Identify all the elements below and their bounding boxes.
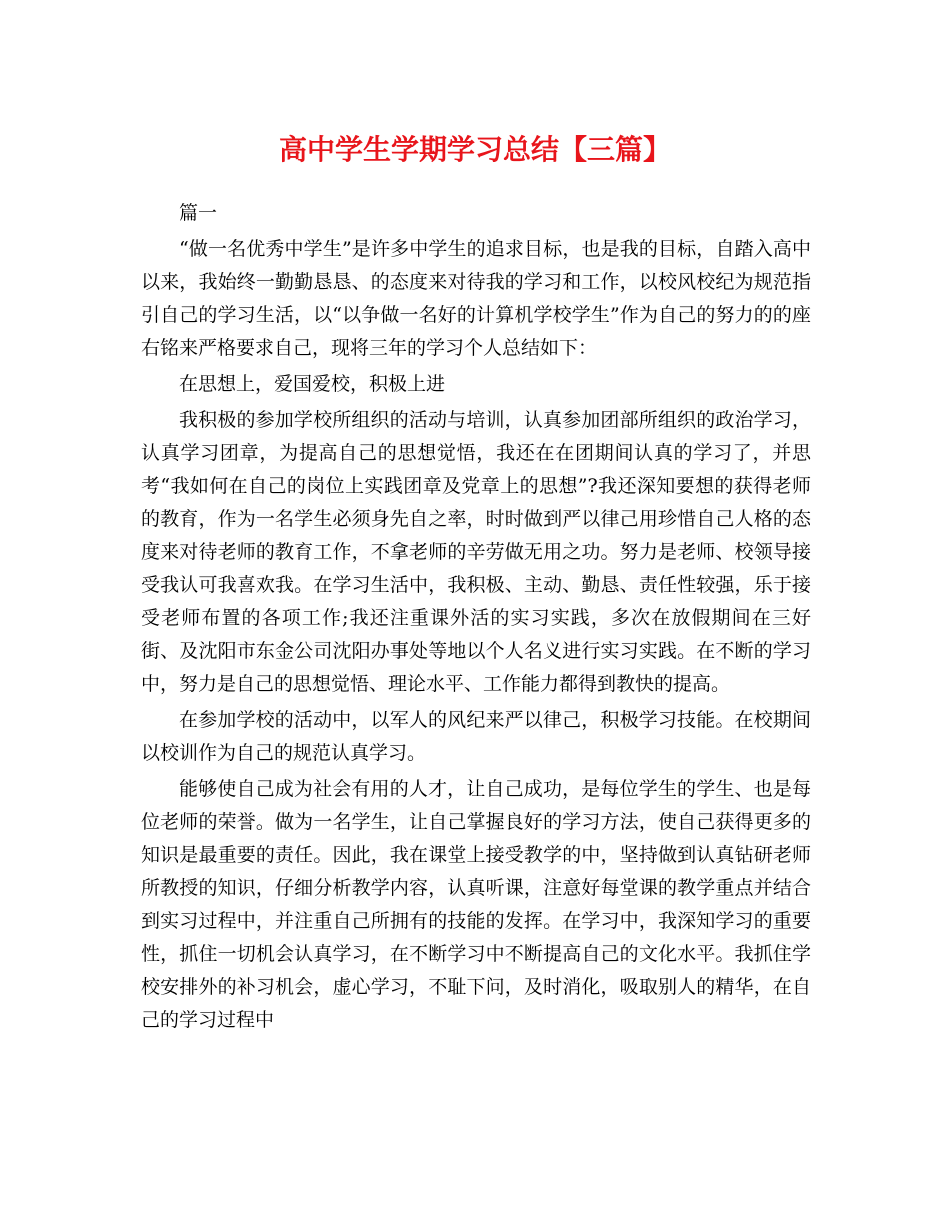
document-body <box>141 197 811 1040</box>
section-heading: 篇一 <box>179 202 218 224</box>
subheading: 在思想上，爱国爱校，积极上进 <box>179 373 446 395</box>
document-title: 高中学生学期学习总结【三篇】 <box>278 133 671 166</box>
paragraph: “做一名优秀中学生”是许多中学生的追求目标，也是我的目标，自踏入高中以来，我始终一勤勤恳恳、的态度来对待我的学习和工作，以校风校纪为规范指引自己的学习生活，以“以争做一名好的计算机学校学生”作为自己的努力的的座右铭来严格要求自己，现将三年的学习个人总结如下： <box>141 238 811 359</box>
paragraph: 在参加学校的活动中，以军人的风纪来严以律己，积极学习技能。在校期间以校训作为自己的规范认真学习。 <box>141 709 811 764</box>
paragraph: 能够使自己成为社会有用的人才，让自己成功，是每位学生的学生、也是每位老师的荣誉。做为一名学生，让自己掌握良好的学习方法，使自己获得更多的知识是最重要的责任。因此，我在课堂上接受教学的中，坚持做到认真钻研老师所教授的知识，仔细分析教学内容，认真听课，注意好每堂课的教学重点并结合到实习过程中，并注重自己所拥有的技能的发挥。在学习中，我深知学习的重要性，抓住一切机会认真学习，在不断学习中不断提高自己的文化水平。我抓住学校安排外的补习机会，虚心学习，不耻下问，及时消化，吸取别人的精华，在自己的学习过程中 <box>141 778 811 1031</box>
paragraph: 我积极的参加学校所组织的活动与培训，认真参加团部所组织的政治学习，认真学习团章，为提高自己的思想觉悟，我还在在团期间认真的学习了，并思考“我如何在自己的岗位上实践团章及党章上的思想”?我还深知要想的获得老师的教育，作为一名学生必须身先自之率，时时做到严以律己用珍惜自己人格的态度来对待老师的教育工作，不拿老师的辛劳做无用之功。努力是老师、校领导接受我认可我喜欢我。在学习生活中，我积极、主动、勤恳、责任性较强，乐于接受老师布置的各项工作;我还注重课外活的实习实践，多次在放假期间在三好街、及沈阳市东金公司沈阳办事处等地以个人名义进行实习实践。在不断的学习中，努力是自己的思想觉悟、理论水平、工作能力都得到教快的提高。 <box>141 409 811 695</box>
